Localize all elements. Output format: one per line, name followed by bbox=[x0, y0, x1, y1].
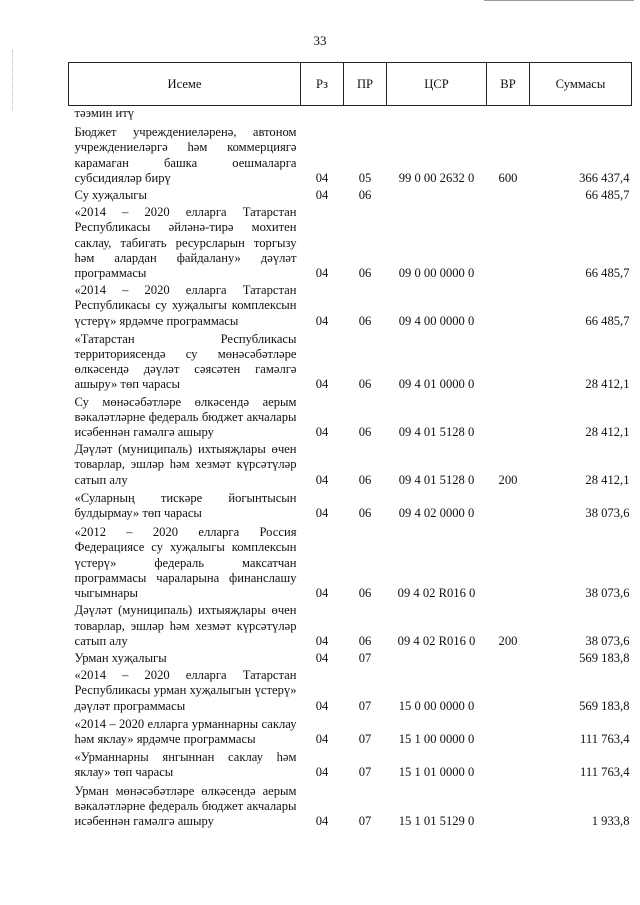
row-vr bbox=[487, 393, 530, 441]
row-csr: 09 4 02 R016 0 bbox=[397, 586, 476, 601]
table-row bbox=[69, 186, 632, 203]
row-vr bbox=[487, 649, 530, 666]
header-vr: ВР bbox=[487, 63, 530, 106]
row-sum: 28 412,1 bbox=[585, 425, 630, 440]
row-sum: 66 485,7 bbox=[585, 188, 630, 203]
row-rz: 04 bbox=[315, 313, 329, 328]
row-rz: 04 bbox=[315, 813, 329, 828]
row-sum: 1 933,8 bbox=[591, 813, 630, 828]
row-rz: 04 bbox=[315, 506, 329, 521]
row-vr bbox=[487, 747, 530, 780]
row-csr: 09 4 01 5128 0 bbox=[398, 425, 475, 440]
row-vr bbox=[487, 281, 530, 329]
row-sum: 66 485,7 bbox=[585, 313, 630, 328]
header-sum: Суммасы bbox=[530, 63, 632, 106]
table-row bbox=[69, 121, 632, 186]
row-csr: 09 4 02 R016 0 bbox=[397, 633, 476, 648]
table-body bbox=[69, 106, 632, 830]
row-name: «Татарстан Республикасы территориясендә су мөнәсәбәтләре өлкәсендә дәүләт сәясәтен гамәлгә ашыру» төп чарасы bbox=[74, 331, 297, 392]
header-pr: ПР bbox=[344, 63, 387, 106]
header-csr: ЦСР bbox=[387, 63, 487, 106]
row-name: «2014 – 2020 елларга Татарстан Республикасы су хуҗалыгы комплексын үстерү» ярдәмче программасы bbox=[74, 283, 297, 328]
row-pr: 07 bbox=[358, 813, 372, 828]
row-rz: 04 bbox=[315, 188, 329, 203]
table-row bbox=[69, 601, 632, 649]
row-sum: 111 763,4 bbox=[580, 765, 630, 780]
row-name: «2012 – 2020 елларга Россия Федерациясе су хуҗалыгы комплексын үстерү» федераль максатчан программасы чараларына финанслашу чыгымнары bbox=[74, 525, 297, 601]
row-csr: 09 4 01 0000 0 bbox=[398, 377, 475, 392]
row-pr bbox=[344, 106, 387, 122]
row-sum: 38 073,6 bbox=[585, 586, 630, 601]
row-rz: 04 bbox=[315, 472, 329, 487]
row-vr bbox=[487, 329, 530, 393]
row-rz: 04 bbox=[315, 698, 329, 713]
table-header bbox=[69, 63, 632, 106]
row-name: «Урманнарны янгыннан саклау һәм яклау» төп чарасы bbox=[74, 750, 297, 780]
row-sum: 38 073,6 bbox=[585, 506, 630, 521]
row-rz: 04 bbox=[315, 765, 329, 780]
row-vr: 200 bbox=[498, 633, 518, 648]
row-csr: 99 0 00 2632 0 bbox=[398, 170, 475, 185]
row-sum: 38 073,6 bbox=[585, 633, 630, 648]
row-name: Дәүләт (муниципаль) ихтыяҗлары өчен товарлар, эшләр һәм хезмәт күрсәтүләр сатып алу bbox=[74, 603, 297, 648]
row-pr: 06 bbox=[358, 506, 372, 521]
table-row bbox=[69, 106, 632, 122]
table-row bbox=[69, 329, 632, 393]
row-name: Дәүләт (муниципаль) ихтыяҗлары өчен товарлар, эшләр һәм хезмәт күрсәтүләр сатып алу bbox=[74, 442, 297, 487]
row-csr: 15 0 00 0000 0 bbox=[398, 698, 475, 713]
row-sum bbox=[530, 106, 632, 122]
page-number: 33 bbox=[313, 33, 327, 48]
row-csr: 09 4 00 0000 0 bbox=[398, 313, 475, 328]
budget-table bbox=[68, 62, 632, 829]
row-pr: 06 bbox=[358, 188, 372, 203]
row-pr: 06 bbox=[358, 586, 372, 601]
row-rz: 04 bbox=[315, 266, 329, 281]
row-rz: 04 bbox=[315, 586, 329, 601]
row-name: Урман мөнәсәбәтләре өлкәсендә аерым вәкаләтләрне федераль бюджет акчалары исәбеннән гамәлгә ашыру bbox=[74, 783, 297, 828]
row-sum: 66 485,7 bbox=[585, 266, 630, 281]
row-csr: 15 1 00 0000 0 bbox=[398, 731, 475, 746]
row-vr: 600 bbox=[498, 170, 518, 185]
row-vr bbox=[487, 521, 530, 601]
table-row bbox=[69, 281, 632, 329]
row-pr: 07 bbox=[358, 698, 372, 713]
row-sum: 111 763,4 bbox=[580, 731, 630, 746]
row-rz: 04 bbox=[315, 170, 329, 185]
table-row bbox=[69, 393, 632, 441]
table-row bbox=[69, 488, 632, 521]
row-vr bbox=[487, 781, 530, 830]
row-rz bbox=[301, 106, 344, 122]
row-pr: 05 bbox=[358, 170, 372, 185]
header-name: Исеме bbox=[69, 63, 301, 106]
row-csr bbox=[387, 106, 487, 122]
row-name: тәэмин итү bbox=[74, 106, 135, 120]
row-pr: 06 bbox=[358, 425, 372, 440]
row-name: «2014 – 2020 елларга урманнарны саклау һәм яклау» ярдәмче программасы bbox=[74, 716, 297, 746]
row-csr: 09 4 01 5128 0 bbox=[398, 472, 475, 487]
table-row bbox=[69, 781, 632, 830]
row-rz: 04 bbox=[315, 377, 329, 392]
row-rz: 04 bbox=[315, 425, 329, 440]
row-sum: 366 437,4 bbox=[579, 170, 630, 185]
header-rz: Рз bbox=[301, 63, 344, 106]
row-name: Су мөнәсәбәтләре өлкәсендә аерым вәкаләтләрне федераль бюджет акчалары исәбеннән гамәлгә ашыру bbox=[74, 394, 297, 440]
row-vr bbox=[487, 203, 530, 281]
row-name: «2014 – 2020 елларга Татарстан Республикасы әйләнә-тирә мохитен саклау, табигать ресурсларын торгызу һәм алардан файдалану» дәүләт программасы bbox=[74, 205, 297, 281]
row-vr bbox=[487, 714, 530, 747]
table-row bbox=[69, 521, 632, 601]
row-pr: 06 bbox=[358, 377, 372, 392]
top-edge-mark bbox=[484, 0, 634, 4]
row-sum: 28 412,1 bbox=[585, 472, 630, 487]
row-csr: 15 1 01 0000 0 bbox=[398, 765, 475, 780]
row-name: Бюджет учреждениеләренә, автоном учреждениеләргә һәм коммерциягә карамаган башка оешмаларга субсидияләр бирү bbox=[74, 125, 297, 185]
table-row bbox=[69, 649, 632, 666]
left-margin-marks bbox=[12, 50, 14, 110]
table-row bbox=[69, 714, 632, 747]
row-name: Урман хуҗалыгы bbox=[74, 650, 167, 665]
table-row bbox=[69, 440, 632, 488]
row-pr: 07 bbox=[358, 650, 372, 665]
row-sum: 28 412,1 bbox=[585, 377, 630, 392]
row-pr: 06 bbox=[358, 313, 372, 328]
row-csr: 15 1 01 5129 0 bbox=[398, 813, 475, 828]
row-pr: 06 bbox=[358, 633, 372, 648]
row-pr: 06 bbox=[358, 472, 372, 487]
table-row bbox=[69, 666, 632, 714]
row-rz: 04 bbox=[315, 633, 329, 648]
row-csr bbox=[387, 186, 487, 203]
row-name: Су хуҗалыгы bbox=[74, 188, 147, 203]
table-row bbox=[69, 747, 632, 780]
row-vr bbox=[487, 666, 530, 714]
row-pr: 07 bbox=[358, 731, 372, 746]
row-rz: 04 bbox=[315, 650, 329, 665]
row-csr: 09 4 02 0000 0 bbox=[398, 506, 475, 521]
row-csr: 09 0 00 0000 0 bbox=[398, 266, 475, 281]
row-sum: 569 183,8 bbox=[579, 698, 630, 713]
row-rz: 04 bbox=[315, 731, 329, 746]
row-sum: 569 183,8 bbox=[579, 650, 630, 665]
row-name: «2014 – 2020 елларга Татарстан Республикасы урман хуҗалыгын үстерү» дәүләт программасы bbox=[74, 668, 297, 713]
row-name: «Суларның тискәре йогынтысын булдырмау» төп чарасы bbox=[74, 490, 297, 521]
row-vr: 200 bbox=[498, 472, 518, 487]
row-vr bbox=[487, 186, 530, 203]
row-pr: 06 bbox=[358, 266, 372, 281]
table-row bbox=[69, 203, 632, 281]
row-pr: 07 bbox=[358, 765, 372, 780]
row-vr bbox=[487, 106, 530, 122]
row-vr bbox=[487, 488, 530, 521]
row-csr bbox=[387, 649, 487, 666]
